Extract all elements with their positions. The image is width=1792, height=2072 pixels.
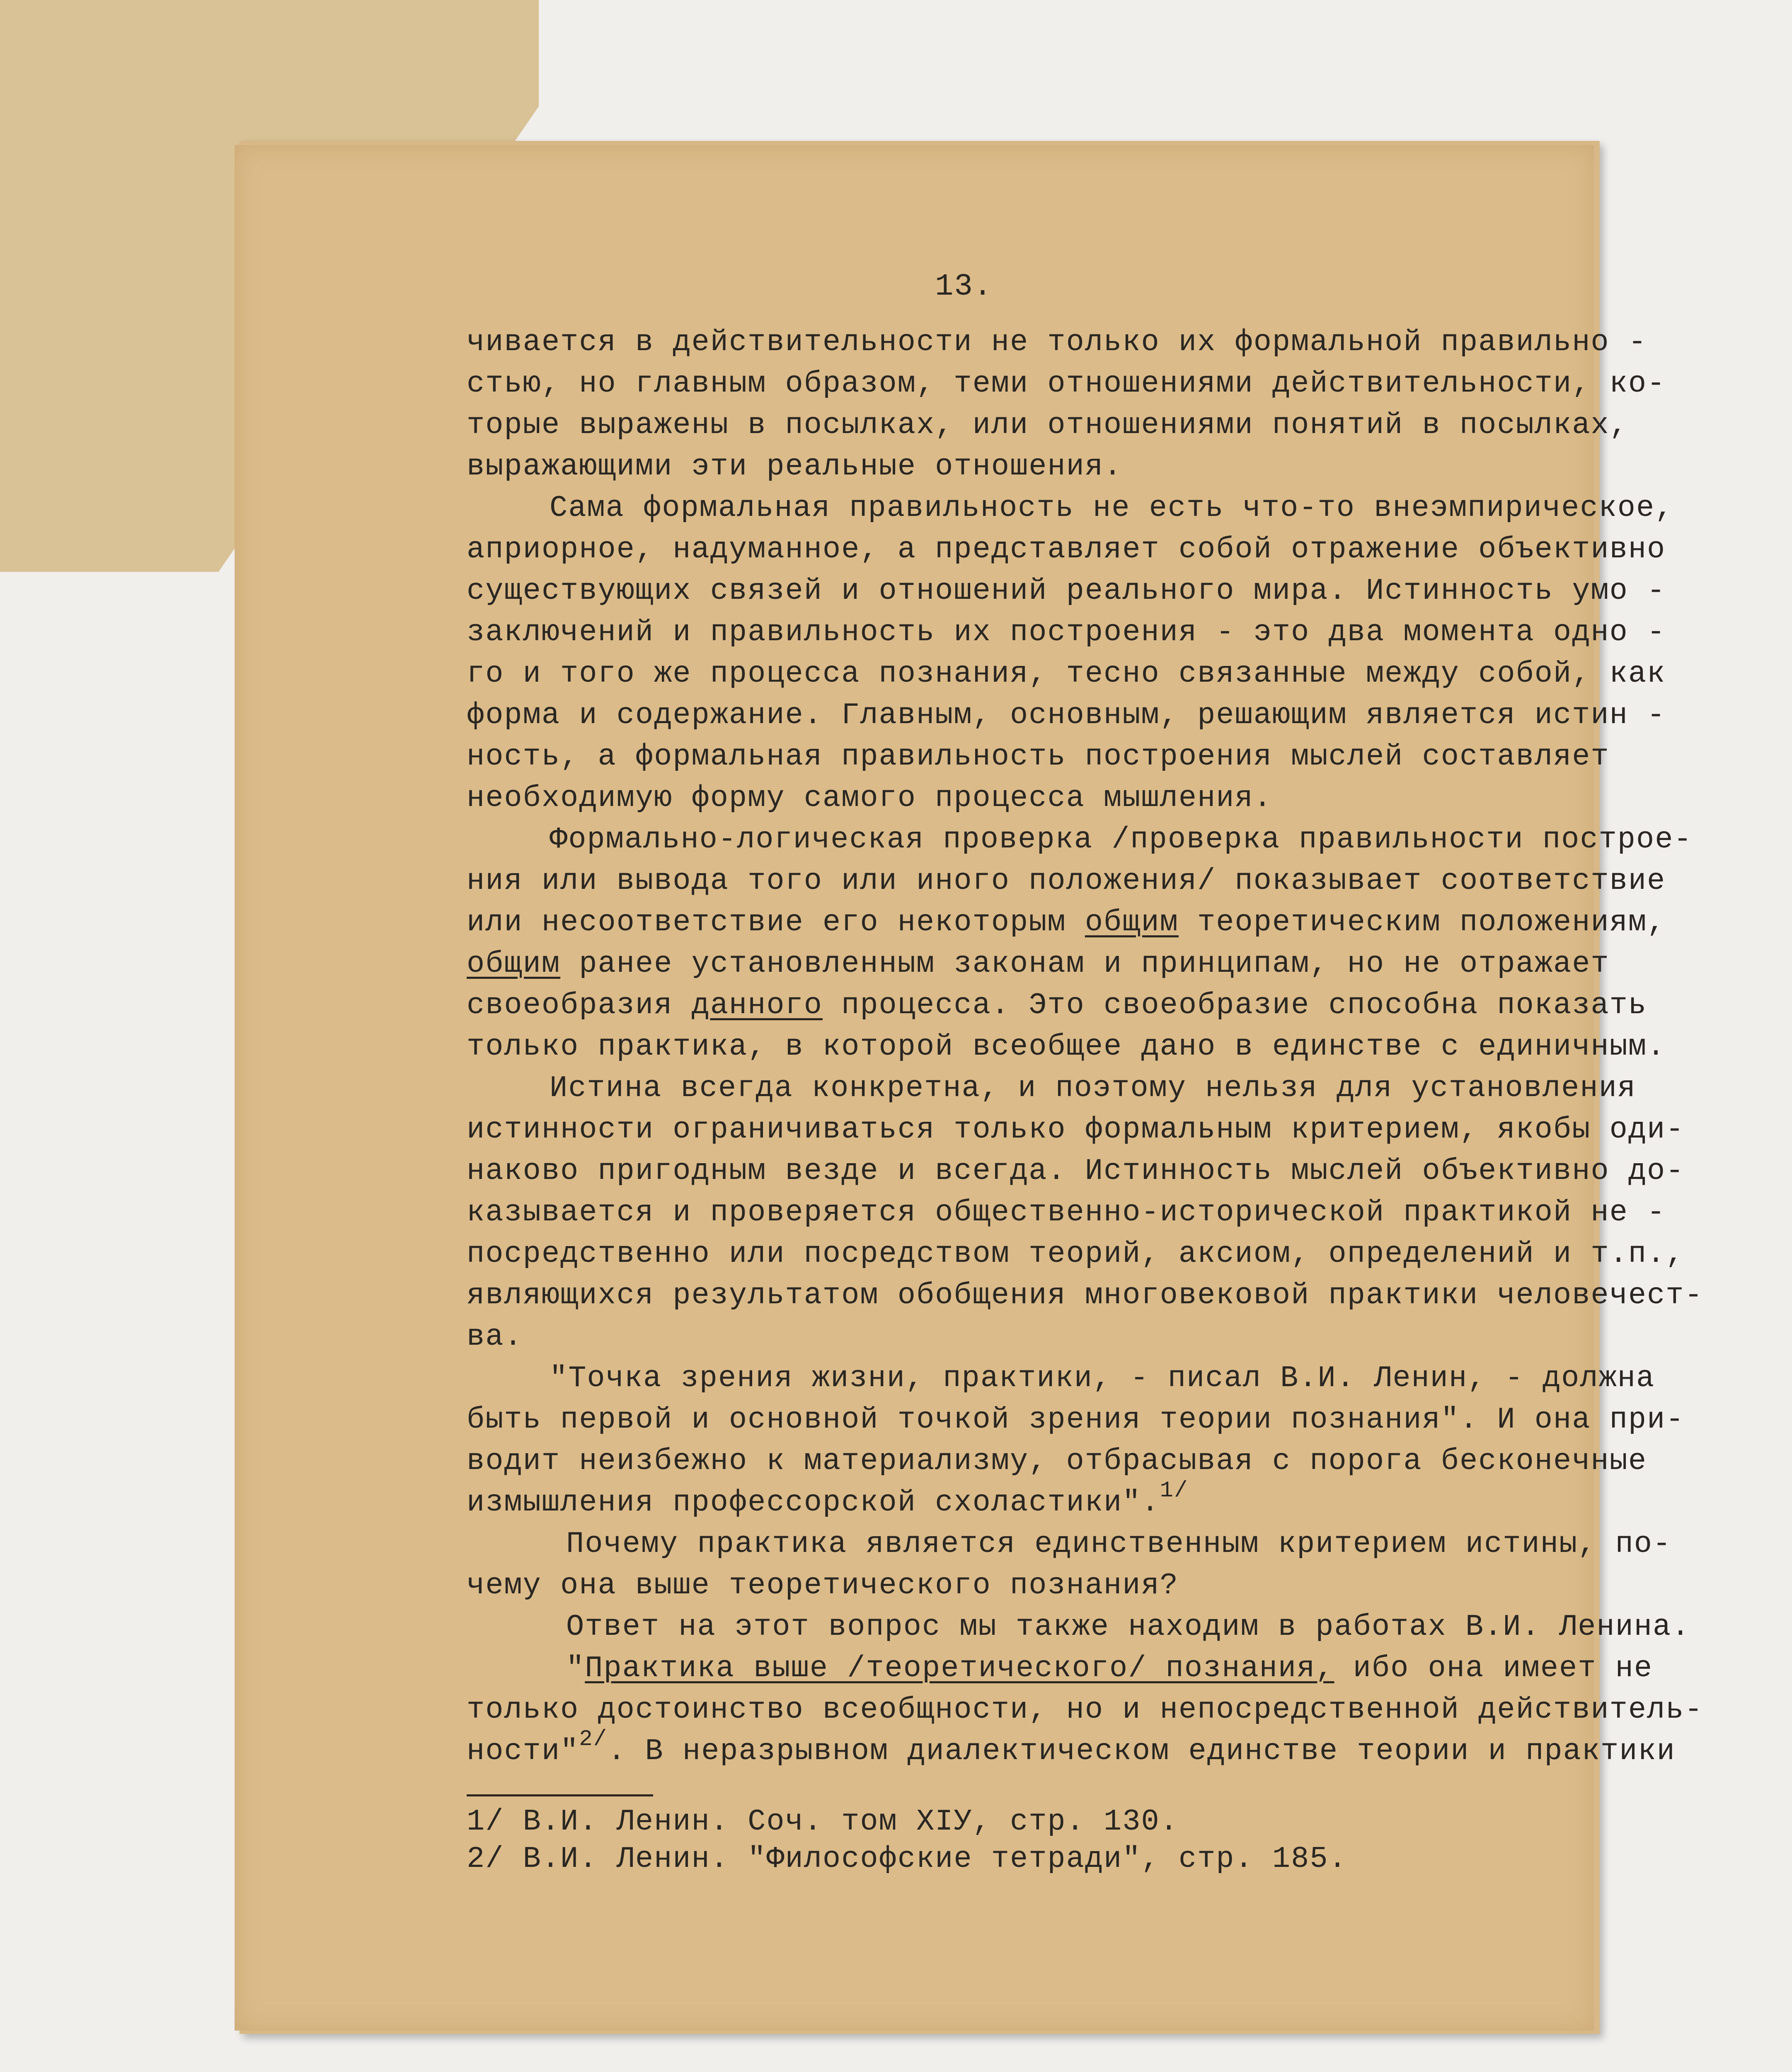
text-line: "Точка зрения жизни, практики, - писал В.И. Ленин, - должна <box>550 1361 1655 1395</box>
text-run: . В неразрывном диалектическом единстве теории и практики <box>608 1734 1676 1768</box>
footnote: 2/ В.И. Ленин. "Философские тетради", стр. 185. <box>467 1842 1347 1876</box>
text-line: являющихся результатом обобщения многовековой практики человечест- <box>467 1278 1703 1312</box>
text-line: Сама формальная правильность не есть что-то внеэмпирическое, <box>550 491 1674 525</box>
text-line: водит неизбежно к материализму, отбрасывая с порога бесконечные <box>467 1444 1647 1478</box>
footnote-mark: 2/ <box>579 1727 608 1752</box>
text-line: чему она выше теоретического познания? <box>467 1569 1179 1602</box>
text-line: только практика, в которой всеобщее дано в единстве с единичным. <box>467 1030 1666 1064</box>
text-line <box>467 1727 1676 1768</box>
footnote-rule <box>467 1794 653 1796</box>
underlined-text: общим <box>1085 905 1179 939</box>
text-line <box>467 1478 1189 1520</box>
text-line: ния или вывода того или иного положения/ показывает соответствие <box>467 864 1666 898</box>
text-line: априорное, надуманное, а представляет собой отражение объективно <box>467 533 1666 566</box>
text-line: только достоинство всеобщности, но и непосредственной действитель- <box>467 1693 1703 1727</box>
text-line: казывается и проверяется общественно-исторической практикой не - <box>467 1196 1666 1230</box>
page-text <box>235 145 1703 2031</box>
text-line: го и того же процесса познания, тесно связанные между собой, как <box>467 657 1666 691</box>
text-line: Почему практика является единственным критерием истины, по- <box>566 1527 1672 1561</box>
text-line: ва. <box>467 1320 523 1354</box>
text-line: выражающими эти реальные отношения. <box>467 450 1123 484</box>
text-run: ности" <box>467 1734 579 1768</box>
text-line: торые выражены в посылках, или отношениями понятий в посылках, <box>467 408 1628 442</box>
text-line: форма и содержание. Главным, основным, решающим является истин - <box>467 698 1666 732</box>
typewritten-page <box>235 145 1703 2031</box>
text-line: наково пригодным везде и всегда. Истинность мыслей объективно до- <box>467 1154 1685 1188</box>
text-line: необходимую форму самого процесса мышления. <box>467 781 1272 815</box>
text-line: существующих связей и отношений реального мира. Истинность умо - <box>467 574 1666 608</box>
text-line: быть первой и основной точкой зрения теории познания". И она при- <box>467 1403 1685 1437</box>
footnote: 1/ В.И. Ленин. Соч. том XIУ, стр. 130. <box>467 1805 1179 1839</box>
text-line: Истина всегда конкретна, и поэтому нельзя для установления <box>550 1071 1637 1105</box>
text-line: истинности ограничиваться только формальным критерием, якобы оди- <box>467 1113 1685 1147</box>
text-line: заключений и правильность их построения - это два момента одно - <box>467 615 1666 649</box>
underlined-text: общим <box>467 947 561 981</box>
underlined-text: Практика выше /теоретического/ познания, <box>585 1651 1334 1685</box>
text-run: измышления профессорской схоластики". <box>467 1486 1160 1520</box>
text-line: своеобразия данного процесса. Это своеобразие способна показать <box>467 988 1647 1022</box>
text-line: Формально-логическая проверка /проверка правильности построе- <box>550 823 1693 857</box>
text-line: Ответ на этот вопрос мы также находим в работах В.И. Ленина. <box>566 1610 1690 1644</box>
text-line: чивается в действительности не только их формальной правильно - <box>467 325 1647 359</box>
text-line: или несоответствие его некоторым общим теоретическим положениям, <box>467 905 1666 939</box>
footnote-mark: 1/ <box>1160 1478 1189 1503</box>
text-line: "Практика выше /теоретического/ познания, ибо она имеет не <box>566 1651 1653 1685</box>
text-line: посредственно или посредством теорий, аксиом, определений и т.п., <box>467 1237 1685 1271</box>
text-line: ность, а формальная правильность построения мыслей составляет <box>467 740 1610 774</box>
text-line: общим ранее установленным законам и принципам, но не отражает <box>467 947 1610 981</box>
page-number: 13. <box>935 269 993 304</box>
underlined-text: данного <box>691 988 823 1022</box>
text-line: стью, но главным образом, теми отношениями действительности, ко- <box>467 367 1666 401</box>
